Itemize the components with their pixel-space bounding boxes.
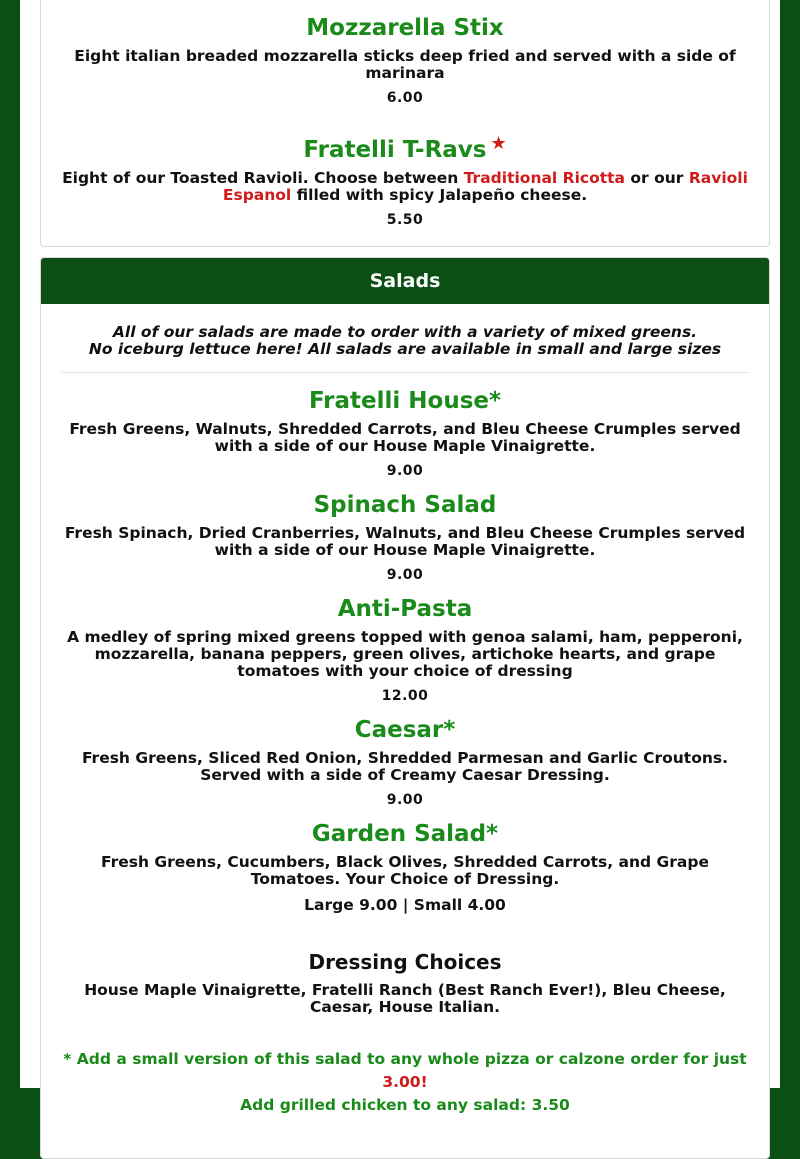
- menu-item: [41, 820, 769, 914]
- item-price: 5.50: [386, 212, 424, 228]
- menu-page: [20, 0, 780, 1114]
- item-price: Large 9.00 | Small 4.00: [304, 896, 506, 914]
- menu-item: [41, 491, 769, 583]
- menu-item: [41, 133, 769, 228]
- item-description: [61, 170, 749, 204]
- footnote-price: 3.00!: [382, 1073, 428, 1091]
- item-description: Fresh Greens, Sliced Red Onion, Shredded Parmesan and Garlic Croutons. Served with a side of Creamy Caesar Dressing.: [81, 749, 729, 784]
- dressing-section: [41, 950, 769, 1016]
- item-description: Eight italian breaded mozzarella sticks deep fried and served with a side of marinara: [74, 47, 736, 82]
- intro-line: All of our salads are made to order with a variety of mixed greens.: [112, 323, 698, 341]
- item-title: Mozzarella Stix: [306, 15, 504, 41]
- item-price: 9.00: [386, 567, 424, 583]
- footnotes: [41, 1048, 769, 1117]
- item-description: A medley of spring mixed greens topped with genoa salami, ham, pepperoni, mozzarella, banana peppers, green olives, artichoke hearts, and grape tomatoes with your choice of dressing: [67, 628, 743, 680]
- desc-highlight: Traditional Ricotta: [463, 169, 626, 187]
- salads-intro: [41, 304, 769, 372]
- menu-item: [41, 387, 769, 479]
- item-title: Garden Salad*: [311, 821, 499, 847]
- salads-panel: [40, 257, 770, 1159]
- salads-header: Salads: [41, 258, 769, 304]
- item-description: Fresh Spinach, Dried Cranberries, Walnuts, and Bleu Cheese Crumples served with a side of our House Maple Vinaigrette.: [64, 524, 746, 559]
- item-title: Spinach Salad: [313, 492, 497, 518]
- item-title: Fratelli House*: [308, 388, 502, 414]
- star-icon: ★: [490, 133, 507, 154]
- menu-item: [41, 716, 769, 808]
- item-title-row: [61, 133, 749, 164]
- item-title: Anti-Pasta: [337, 596, 473, 622]
- item-price: 9.00: [386, 463, 424, 479]
- item-title: Fratelli T-Ravs: [303, 137, 487, 163]
- item-description: Fresh Greens, Cucumbers, Black Olives, Shredded Carrots, and Grape Tomatoes. Your Choice of Dressing.: [101, 853, 709, 888]
- divider: [61, 372, 749, 373]
- item-title: Caesar*: [354, 717, 456, 743]
- menu-item: [41, 14, 769, 106]
- appetizers-panel: [40, 0, 770, 247]
- desc-text: filled with spicy Jalapeño cheese.: [291, 186, 588, 204]
- desc-text: or our: [625, 169, 689, 187]
- salad-addon-note: [61, 1048, 749, 1094]
- menu-item: [41, 595, 769, 704]
- item-price: 12.00: [381, 688, 429, 704]
- footnote-text: * Add a small version of this salad to any whole pizza or calzone order for just: [63, 1050, 747, 1068]
- desc-highlight: Ravioli Espanol: [222, 169, 748, 204]
- intro-line: No iceburg lettuce here! All salads are available in small and large sizes: [88, 340, 722, 358]
- item-description: Fresh Greens, Walnuts, Shredded Carrots, and Bleu Cheese Crumples served with a side of our House Maple Vinaigrette.: [69, 420, 741, 455]
- dressing-title: Dressing Choices: [308, 950, 502, 974]
- desc-text: Eight of our Toasted Ravioli. Choose between: [62, 169, 464, 187]
- item-price: 6.00: [386, 90, 424, 106]
- chicken-addon-note: Add grilled chicken to any salad: 3.50: [240, 1096, 570, 1114]
- dressing-list: House Maple Vinaigrette, Fratelli Ranch (Best Ranch Ever!), Bleu Cheese, Caesar, House Italian.: [84, 981, 726, 1016]
- item-price: 9.00: [386, 792, 424, 808]
